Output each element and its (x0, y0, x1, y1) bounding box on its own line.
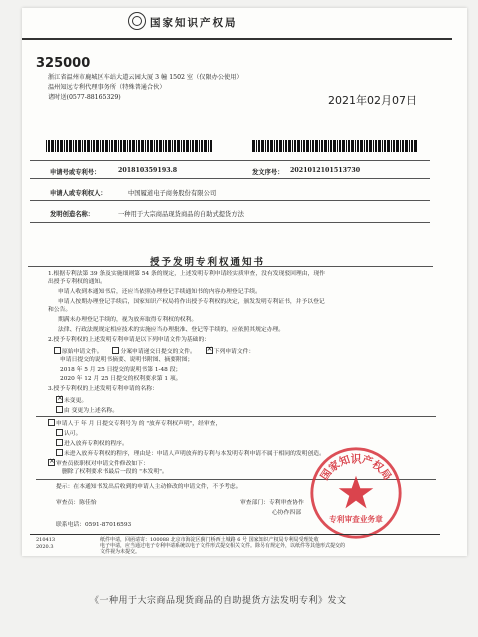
examiner: 审查员：陈佳怡 (56, 500, 97, 506)
office-header: 国家知识产权局 (150, 15, 238, 30)
body-line: 申请人按期办理登记手续后，国家知识产权局将作出授予专利权的决定，颁发发明专利证书，并予以登记 (58, 299, 325, 305)
section-4a: 申请人于 年 月 日提交专利号为 的 "放弃专利权声明"，经审查， (48, 419, 221, 428)
body-line: 出授予专利权的通知。 (48, 279, 106, 285)
footer-code-1: 210413 (36, 537, 56, 543)
stamp-top-text: 国家知识产权局 (318, 453, 394, 483)
checkbox-following[interactable] (206, 347, 213, 354)
notice-title: 授予发明专利权通知书 (150, 257, 266, 268)
doc-serial: 2021012101513730 (290, 167, 361, 174)
footer-rule (30, 534, 440, 535)
name-unchanged: ×未变更。 (56, 396, 87, 405)
barcode-right (252, 140, 422, 152)
body-line: 2.授予专利权的上述发明专利申请是以下列申请文件为基础的： (48, 337, 211, 343)
application-no-label: 申请号或专利号： (50, 169, 101, 176)
divider (30, 178, 430, 179)
invention-label: 发明创造名称： (50, 211, 95, 218)
department-2: 心协作四部 (272, 510, 301, 516)
department: 审查部门：专利审查协作 (240, 500, 304, 506)
footer-code-2: 2020.3 (36, 544, 54, 550)
header-rule (22, 38, 452, 40)
section-4e: ×审查员依职权对申请文件修改如下： (48, 459, 149, 468)
section-4f: 删除了权利要求书最后一段的 "本发明"。 (62, 469, 168, 475)
checkbox-waiver[interactable] (48, 419, 55, 426)
body-line: 期满未办理登记手续的，视为放弃取得专利权的权利。 (58, 317, 198, 323)
invention-title: 一种用于大宗商品现货商品的自助式提货方法 (118, 211, 244, 218)
checkbox-original[interactable] (54, 347, 61, 354)
checkbox-changed[interactable] (56, 406, 63, 413)
basis-line: 2018 年 5 月 25 日提交的说明书第 1-48 段； (60, 367, 182, 373)
applicant-value: 中国履道电子商务股份有限公司 (128, 190, 217, 197)
checkbox-approved[interactable] (56, 429, 63, 436)
barcode-left (46, 140, 216, 152)
body-line: 申请人收到本通知书后，还应当依照办理登记手续通知书的内容办理登记手续。 (58, 289, 261, 295)
application-no: 201810359193.8 (118, 167, 178, 174)
note-text: 提示：在本通知书发出后收到的申请人主动修改的申请文件，不予考虑。 (56, 484, 242, 490)
name-changed: 由 变更为上述名称。 (56, 406, 118, 415)
checkbox-divisional[interactable] (112, 347, 119, 354)
checkbox-entered[interactable] (56, 439, 63, 446)
footer-line: 电子申请，应当通过电子专利申请系统以电子文件形式提交相关文件。除另有规定外，以纸件等其他形式提交的 (100, 543, 346, 549)
footer-line: 纸件申请，回函请寄：100088 北京市海淀区蓟门桥西土城路 6 号 国家知识产权局专利局受理处收 (100, 537, 319, 543)
checkbox-examiner-amend[interactable] (48, 459, 55, 466)
address-line-3: 诸时送(0577-88165329) (48, 94, 121, 101)
checkbox-unchanged[interactable] (56, 396, 63, 403)
checkbox-not-entered[interactable] (56, 449, 63, 456)
official-stamp-icon (308, 445, 404, 541)
section-4d: 未进入放弃专利权的程序，理由是：申请人声明放弃的专利与本发明专利申请不属于相同的发明创造。 (56, 449, 325, 458)
cnipa-seal-icon (128, 12, 146, 30)
divider (36, 416, 436, 417)
divider (30, 160, 430, 161)
phone: 联系电话：0591-87016593 (56, 522, 132, 528)
basis-line: 申请日提交的说明书摘要、说明书附图、摘要附图； (60, 357, 194, 363)
address-line-2: 温州知远专利代理事务所（特殊普通合伙） (48, 84, 166, 91)
section-4b: 认可。 (56, 429, 81, 438)
caption: 《一种用于大宗商品现货商品的自助提货方法发明专利》发文 (90, 596, 347, 606)
stamp-bottom-text: 专利审查业务章 (329, 514, 383, 524)
doc-serial-label: 发文序号： (252, 169, 284, 176)
divider (30, 222, 430, 223)
body-line: 1.根据专利法第 39 条及实施细则第 54 条的规定，上述发明专利申请经实质审查，没有发现驳回理由，现作 (48, 271, 325, 277)
divider (30, 200, 430, 201)
section-3: 3.授予专利权的上述发明专利申请的名称： (48, 386, 158, 392)
applicant-label: 申请人或专利权人： (50, 190, 107, 197)
body-line: 和公告。 (48, 307, 72, 313)
address-line-1: 浙江省温州市鹿城区车站大道云园大厦 3 幢 1502 室（仅限办公使用） (48, 74, 243, 81)
zip-code: 325000 (36, 56, 91, 71)
footer-line: 文件视为未提交。 (100, 549, 141, 555)
body-line: 法律、行政法规规定相应技术的实施应当办理批准、登记等手续的，应依照其规定办理。 (58, 327, 285, 333)
doc-basis-options: 原始申请文件。 分案申请递交日提交的文件。 × 下列申请文件： (54, 347, 254, 356)
section-4c: 进入放弃专利权的程序。 (56, 439, 128, 448)
handwritten-date: 2021年02月07日 (328, 94, 417, 107)
basis-line: 2020 年 12 月 25 日提交的权利要求第 1 项。 (60, 376, 182, 382)
title-rule (28, 266, 433, 267)
